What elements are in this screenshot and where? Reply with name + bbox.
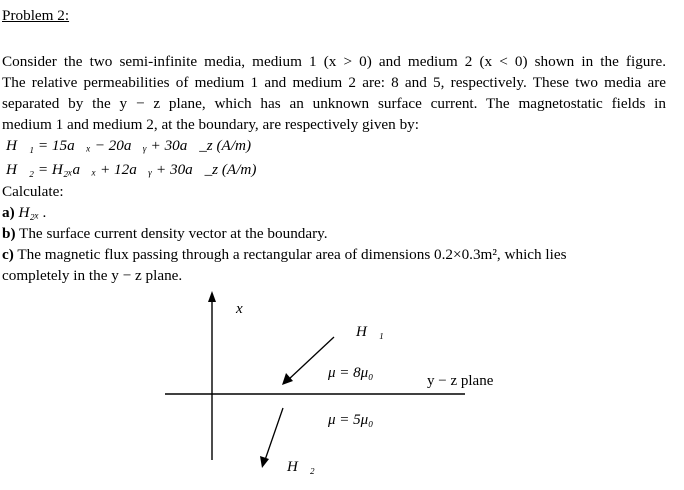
plane-label: y − z plane <box>427 373 494 389</box>
calculate-label: Calculate: <box>2 183 64 200</box>
mu1-label: μ = 8μ₀ <box>328 365 374 381</box>
paragraph-line-1: Consider the two semi-infinite media, medium 1 (x > 0) and medium 2 (x < 0) shown in the figure. <box>2 53 666 70</box>
paragraph-line-3: separated by the y − z plane, which has an unknown surface current. The magnetostatic fields in <box>2 95 666 112</box>
equation-h2: H⃗₂ = H₂ₓa⃗ₓ + 12a⃗ᵧ + 30a⃗_z (A/m) <box>6 161 257 178</box>
part-c-label: c) <box>2 246 14 263</box>
h2-arrowhead <box>260 456 269 468</box>
h2-arrow-shaft <box>265 408 283 460</box>
part-c-continued: completely in the y − z plane. <box>2 267 183 284</box>
part-b-label: b) <box>2 225 16 242</box>
h1-label: H⃗₁ <box>356 324 384 340</box>
h2-label: H⃗₂ <box>287 459 315 475</box>
paragraph-line-4: medium 1 and medium 2, at the boundary, are respectively given by: <box>2 116 419 133</box>
h1-arrowhead <box>282 373 293 385</box>
part-b-text: The surface current density vector at the boundary. <box>19 225 328 242</box>
x-axis-label: x <box>236 301 243 317</box>
paragraph-line-2: The relative permeabilities of medium 1 and medium 2 are: 8 and 5, respectively. These two media are <box>2 74 666 91</box>
mu2-label: μ = 5μ₀ <box>328 412 374 428</box>
part-a-text: H₂ₓ . <box>18 204 47 221</box>
problem-title: Problem 2: <box>2 7 70 24</box>
part-a-label: a) <box>2 204 15 221</box>
equation-h1: H⃗₁ = 15a⃗ₓ − 20a⃗ᵧ + 30a⃗_z (A/m) <box>6 137 252 154</box>
x-axis-arrowhead <box>208 291 216 302</box>
part-c-text: The magnetic flux passing through a rectangular area of dimensions 0.2×0.3m², which lies <box>17 246 567 263</box>
